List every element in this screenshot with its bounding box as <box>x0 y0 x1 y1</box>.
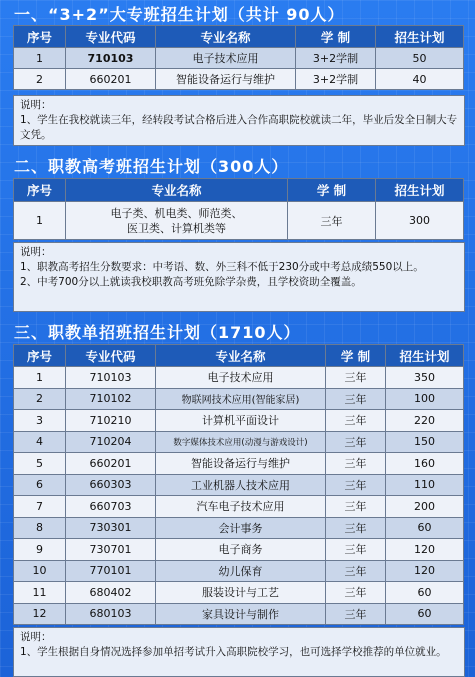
table-row <box>14 603 464 625</box>
header-index: 序号 <box>14 345 66 367</box>
cell-plan: 220 <box>386 410 464 432</box>
cell-duration: 三年 <box>326 410 386 432</box>
cell-plan: 200 <box>386 496 464 518</box>
table-row <box>14 388 464 410</box>
header-plan: 招生计划 <box>386 345 464 367</box>
cell-index: 9 <box>14 539 66 561</box>
table-row <box>14 202 464 240</box>
note-line: 1、学生在我校就读三年，经转段考试合格后进入合作高职院校就读二年，毕业后发全日制大专文凭。 <box>20 114 458 141</box>
cell-code: 710204 <box>66 431 156 453</box>
table-row <box>14 517 464 539</box>
cell-index: 3 <box>14 410 66 432</box>
cell-major: 工业机器人技术应用 <box>156 474 326 496</box>
cell-code: 680103 <box>66 603 156 625</box>
cell-duration: 三年 <box>326 603 386 625</box>
table-row <box>14 539 464 561</box>
cell-plan: 300 <box>376 202 464 240</box>
cell-plan: 120 <box>386 539 464 561</box>
cell-code: 660201 <box>66 69 156 90</box>
cell-index: 1 <box>14 202 66 240</box>
cell-duration: 三年 <box>326 388 386 410</box>
cell-duration: 三年 <box>288 202 376 240</box>
cell-index: 4 <box>14 431 66 453</box>
note-line: 说明： <box>20 99 52 111</box>
cell-code: 710103 <box>66 48 156 69</box>
cell-major: 家具设计与制作 <box>156 603 326 625</box>
section-3-title: 三、职教单招班招生计划（1710人） <box>14 323 301 342</box>
header-code: 专业代码 <box>66 345 156 367</box>
cell-major: 智能设备运行与维护 <box>156 69 296 90</box>
section-1-table <box>13 25 464 90</box>
header-major: 专业名称 <box>66 179 288 202</box>
cell-major: 会计事务 <box>156 517 326 539</box>
cell-plan: 350 <box>386 367 464 389</box>
note-line: 2、中考700分以上就读我校职教高考班免除学杂费，且学校资助全覆盖。 <box>20 276 362 288</box>
table-row <box>14 560 464 582</box>
cell-code: 660201 <box>66 453 156 475</box>
section-2-notes <box>13 242 465 312</box>
cell-code: 660303 <box>66 474 156 496</box>
cell-major: 电子商务 <box>156 539 326 561</box>
cell-code: 730301 <box>66 517 156 539</box>
header-index: 序号 <box>14 26 66 48</box>
cell-plan: 160 <box>386 453 464 475</box>
note-line: 1、学生根据自身情况选择参加单招考试升入高职院校学习，也可选择学校推荐的单位就业。 <box>20 646 447 658</box>
header-duration: 学 制 <box>288 179 376 202</box>
section-3-notes <box>13 627 465 677</box>
header-plan: 招生计划 <box>376 179 464 202</box>
cell-major: 服装设计与工艺 <box>156 582 326 604</box>
section-3-table <box>13 344 464 625</box>
table-row <box>14 474 464 496</box>
cell-duration: 三年 <box>326 367 386 389</box>
note-line: 说明： <box>20 631 52 643</box>
cell-index: 10 <box>14 560 66 582</box>
section-1-title: 一、“3+2”大专班招生计划（共计 90人） <box>14 5 345 24</box>
cell-major: 电子类、机电类、师范类、 医卫类、计算机类等 <box>66 202 288 240</box>
section-2-title: 二、职教高考班招生计划（300人） <box>14 157 289 176</box>
cell-plan: 60 <box>386 517 464 539</box>
table-row <box>14 48 464 69</box>
cell-duration: 三年 <box>326 496 386 518</box>
cell-code: 730701 <box>66 539 156 561</box>
header-index: 序号 <box>14 179 66 202</box>
cell-code: 680402 <box>66 582 156 604</box>
header-plan: 招生计划 <box>376 26 464 48</box>
table-row <box>14 582 464 604</box>
cell-index: 11 <box>14 582 66 604</box>
table-row <box>14 367 464 389</box>
table-row <box>14 496 464 518</box>
header-code: 专业代码 <box>66 26 156 48</box>
cell-major: 电子技术应用 <box>156 367 326 389</box>
cell-duration: 3+2学制 <box>296 48 376 69</box>
cell-index: 1 <box>14 48 66 69</box>
cell-major: 电子技术应用 <box>156 48 296 69</box>
cell-plan: 110 <box>386 474 464 496</box>
cell-plan: 150 <box>386 431 464 453</box>
cell-major: 幼儿保育 <box>156 560 326 582</box>
header-major: 专业名称 <box>156 345 326 367</box>
cell-plan: 60 <box>386 582 464 604</box>
cell-index: 2 <box>14 69 66 90</box>
section-1-notes <box>13 95 465 146</box>
cell-duration: 3+2学制 <box>296 69 376 90</box>
cell-duration: 三年 <box>326 560 386 582</box>
cell-plan: 100 <box>386 388 464 410</box>
cell-plan: 120 <box>386 560 464 582</box>
cell-index: 1 <box>14 367 66 389</box>
cell-duration: 三年 <box>326 474 386 496</box>
cell-major: 计算机平面设计 <box>156 410 326 432</box>
cell-major: 汽车电子技术应用 <box>156 496 326 518</box>
cell-duration: 三年 <box>326 539 386 561</box>
cell-duration: 三年 <box>326 517 386 539</box>
header-duration: 学 制 <box>326 345 386 367</box>
cell-major: 物联网技术应用(智能家居) <box>156 388 326 410</box>
table-row <box>14 431 464 453</box>
section-2-table <box>13 178 464 240</box>
note-line: 说明： <box>20 246 52 258</box>
cell-code: 710102 <box>66 388 156 410</box>
cell-plan: 40 <box>376 69 464 90</box>
cell-major: 智能设备运行与维护 <box>156 453 326 475</box>
cell-major: 数字媒体技术应用(动漫与游戏设计) <box>156 431 326 453</box>
cell-index: 7 <box>14 496 66 518</box>
cell-index: 2 <box>14 388 66 410</box>
cell-code: 660703 <box>66 496 156 518</box>
cell-index: 8 <box>14 517 66 539</box>
note-line: 1、职教高考招生分数要求：中考语、数、外三科不低于230分或中考总成绩550以上。 <box>20 261 424 273</box>
table-row <box>14 69 464 90</box>
cell-duration: 三年 <box>326 582 386 604</box>
cell-index: 6 <box>14 474 66 496</box>
cell-index: 12 <box>14 603 66 625</box>
cell-plan: 60 <box>386 603 464 625</box>
table-row <box>14 410 464 432</box>
cell-code: 710210 <box>66 410 156 432</box>
header-major: 专业名称 <box>156 26 296 48</box>
cell-duration: 三年 <box>326 431 386 453</box>
table-row <box>14 453 464 475</box>
cell-code: 770101 <box>66 560 156 582</box>
cell-index: 5 <box>14 453 66 475</box>
cell-duration: 三年 <box>326 453 386 475</box>
cell-code: 710103 <box>66 367 156 389</box>
header-duration: 学 制 <box>296 26 376 48</box>
cell-plan: 50 <box>376 48 464 69</box>
